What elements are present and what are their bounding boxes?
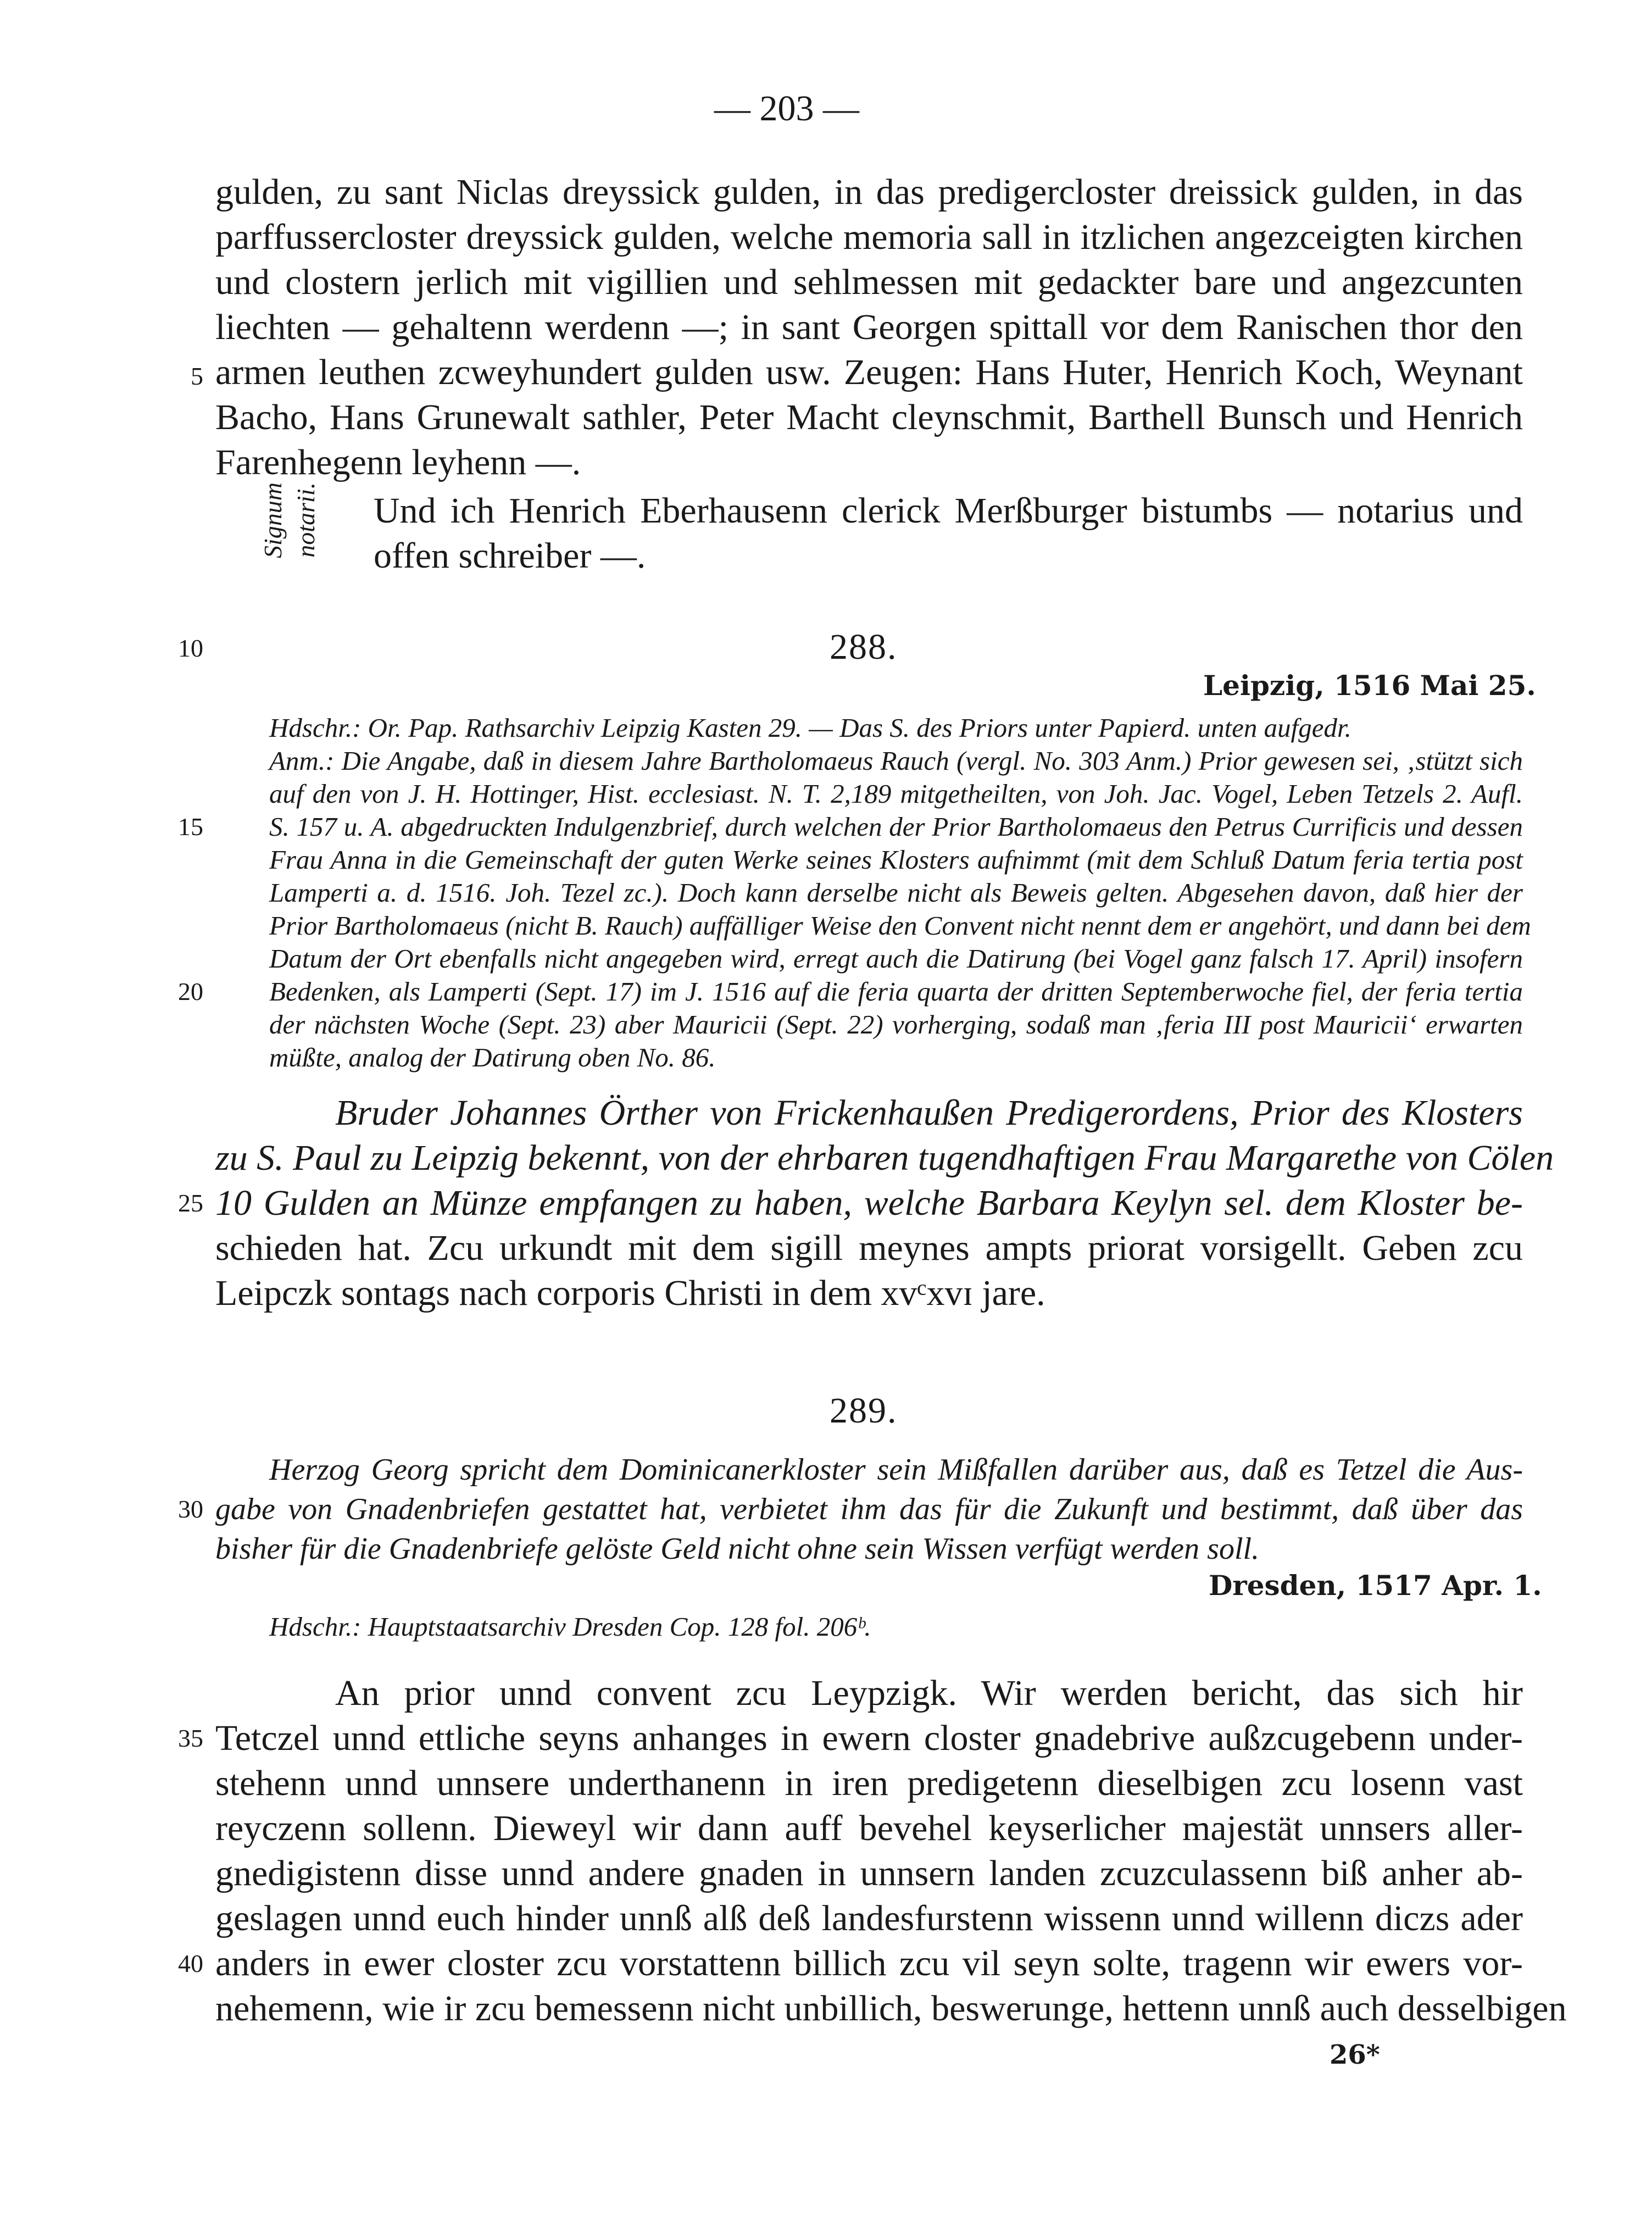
text-line: Leipczk sontags nach corporis Christi in dem xvᶜxvɪ jare. (215, 1273, 1045, 1313)
note-line: der nächsten Woche (Sept. 23) aber Mauricii (Sept. 22) vorherging, sodaß man ‚feria III post Mauricii‘ erwarten (269, 1009, 1523, 1040)
note-line: S. 157 u. A. abgedruckten Indulgenzbrief, durch welchen der Prior Bartholomaeus den Petrus Currificis und dessen (269, 812, 1523, 842)
regest-line: Bruder Johannes Örther von Frickenhaußen Predigerordens, Prior des Klosters (335, 1093, 1523, 1133)
regest-line: zu S. Paul zu Leipzig bekennt, von der ehrbaren tugendhaftigen Frau Margarethe von Cölen (215, 1138, 1554, 1178)
text-line: schieden hat. Zcu urkundt mit dem sigill meynes ampts priorat vorsigellt. Geben zcu (215, 1228, 1523, 1268)
line-number: 30 (178, 1495, 203, 1523)
text-line: nehemenn, wie ir zcu bemessenn nicht unbillich, beswerunge, hettenn unnß auch desselbigen (215, 1988, 1567, 2029)
text-line: offen schreiber —. (374, 536, 646, 576)
text-line: parffussercloster dreyssick gulden, welche memoria sall in itzlichen angezceigten kirchen (215, 217, 1523, 257)
document-number: 288. (830, 627, 898, 667)
text-line: Tetczel unnd ettliche seyns anhanges in ewern closter gnadebrive außzcugebenn under- (215, 1718, 1523, 1758)
note-line: Prior Bartholomaeus (nicht B. Rauch) auffälliger Weise den Convent nicht nennt dem er angehört, und dann bei dem (269, 910, 1531, 941)
text-line: stehenn unnd unnsere underthanenn in iren predigetenn dieselbigen zcu losenn vast (215, 1763, 1523, 1803)
line-number: 10 (178, 634, 203, 662)
text-line: anders in ewer closter zcu vorstattenn billich zcu vil seyn solte, tragenn wir ewers vor- (215, 1943, 1523, 1983)
signum-line-1: Signum (259, 482, 287, 558)
text-line: geslagen unnd euch hinder unnß alß deß landesfurstenn wissenn unnd willenn diczs ader (215, 1898, 1523, 1938)
signum-line-2: notarii. (292, 482, 320, 558)
text-line: Bacho, Hans Grunewalt sathler, Peter Macht cleynschmit, Barthell Bunsch und Henrich (215, 397, 1523, 437)
note-line: Hdschr.: Or. Pap. Rathsarchiv Leipzig Kasten 29. — Das S. des Priors unter Papierd. unten aufgedr. (269, 713, 1351, 743)
note-line: müßte, analog der Datirung oben No. 86. (269, 1042, 716, 1072)
text-line: und clostern jerlich mit vigillien und sehlmessen mit gedackter bare und angezcunten (215, 262, 1523, 302)
summary-line: bisher für die Gnadenbriefe gelöste Geld nicht ohne sein Wissen verfügt werden soll. (215, 1532, 1260, 1566)
text-line: liechten — gehaltenn werdenn —; in sant Georgen spittall vor dem Ranischen thor den (215, 307, 1523, 347)
note-line: Anm.: Die Angabe, daß in diesem Jahre Bartholomaeus Rauch (vergl. No. 303 Anm.) Prior gewesen sei, ‚stützt sich (269, 746, 1523, 776)
place-date: Leipzig, 1516 Mai 25. (1203, 669, 1536, 702)
note-line: Frau Anna in die Gemeinschaft der guten Werke seines Klosters aufnimmt (mit dem Schluß Datum feria tertia post (269, 844, 1523, 875)
line-number: 20 (178, 977, 203, 1005)
place-date: Dresden, 1517 Apr. 1. (1209, 1569, 1542, 1602)
summary-line: gabe von Gnadenbriefen gestattet hat, verbietet ihm das für die Zukunft und bestimmt, daß über das (215, 1492, 1523, 1526)
signature-mark: 26* (1330, 2040, 1380, 2070)
summary-line: Herzog Georg spricht dem Dominicanerkloster sein Mißfallen darüber aus, daß es Tetzel die Aus- (269, 1453, 1523, 1487)
text-line: An prior unnd convent zcu Leypzigk. Wir werden bericht, das sich hir (335, 1673, 1523, 1713)
note-line: auf den von J. H. Hottinger, Hist. ecclesiast. N. T. 2,189 mitgetheilten, von Joh. Jac. Vogel, Leben Tetzels 2. Aufl. (269, 779, 1523, 809)
text-line: Farenhegenn leyhenn —. (215, 442, 581, 482)
note-line: Lamperti a. d. 1516. Joh. Tezel zc.). Doch kann derselbe nicht als Beweis gelten. Abgesehen davon, daß hier der (269, 877, 1523, 908)
note-line: Hdschr.: Hauptstaatsarchiv Dresden Cop. 128 fol. 206ᵇ. (269, 1611, 871, 1642)
line-number: 5 (191, 362, 203, 390)
text-line: armen leuthen zcweyhundert gulden usw. Zeugen: Hans Huter, Henrich Koch, Weynant (215, 352, 1523, 392)
page-number: — 203 — (714, 88, 859, 129)
text-line: gnedigistenn disse unnd andere gnaden in unnsern landen zcuzculassenn biß anher ab- (215, 1853, 1523, 1893)
text-line: Und ich Henrich Eberhausenn clerick Merßburger bistumbs — notarius und (374, 491, 1523, 531)
document-number: 289. (830, 1391, 898, 1431)
note-line: Datum der Ort ebenfalls nicht angegeben wird, erregt auch die Datirung (bei Vogel ganz falsch 17. April) insofern (269, 943, 1523, 974)
line-number: 40 (178, 1949, 203, 1977)
text-line: reyczenn sollenn. Dieweyl wir dann auff bevehel keyserlicher majestät unnsers aller- (215, 1808, 1523, 1848)
regest-line: 10 Gulden an Münze empfangen zu haben, welche Barbara Keylyn sel. dem Kloster be- (215, 1183, 1523, 1223)
text-line: gulden, zu sant Niclas dreyssick gulden, in das predigercloster dreissick gulden, in das (215, 172, 1523, 212)
note-line: Bedenken, als Lamperti (Sept. 17) im J. 1516 auf die feria quarta der dritten Septemberwoche fiel, der feria tertia (269, 976, 1523, 1007)
line-number: 15 (178, 813, 203, 841)
line-number: 35 (178, 1724, 203, 1752)
line-number: 25 (178, 1189, 203, 1217)
signum-notarii (247, 482, 352, 587)
